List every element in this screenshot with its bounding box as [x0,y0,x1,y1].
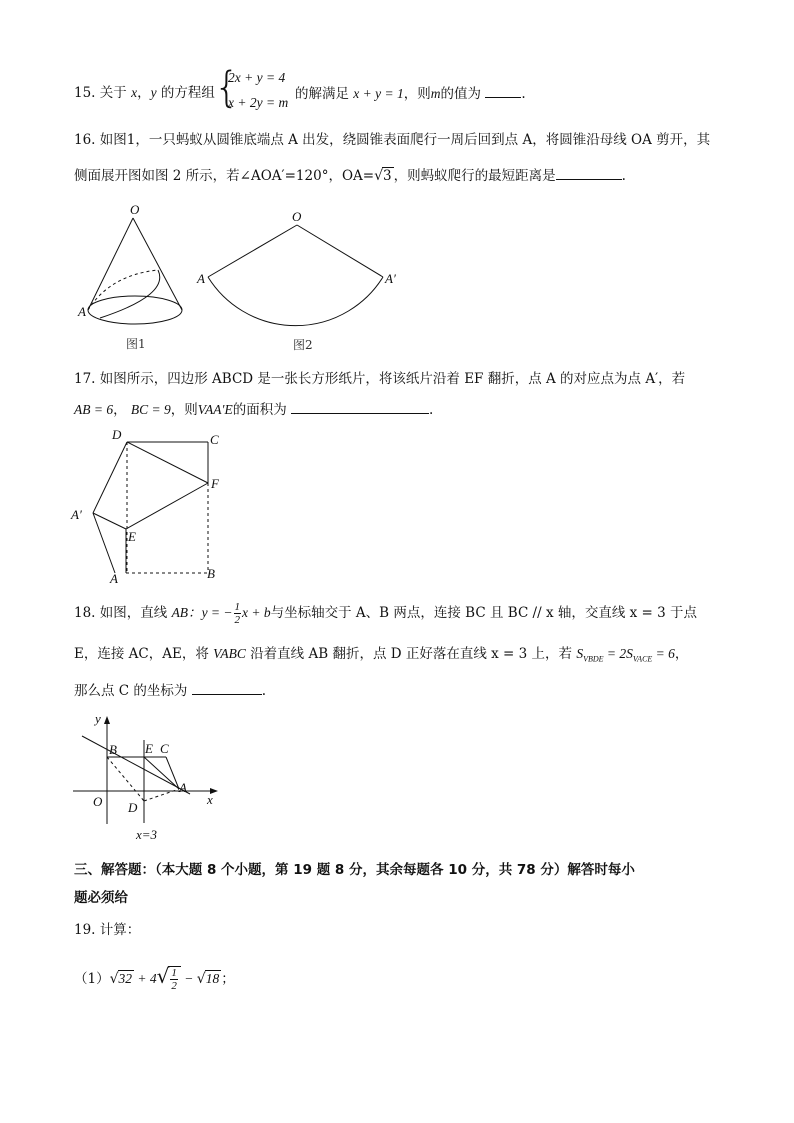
q18-figure-coordinate [68,710,228,845]
q16-answer-blank[interactable] [556,165,622,180]
q17-figure-fold [68,425,238,585]
q16-line-1: 16. 如图1，一只蚂蚁从圆锥底端点 A 出发，绕圆锥表面爬行一周后回到点 A，将圆锥沿母线 OA 剪开，其 [74,132,711,148]
cone-label-A: A [78,304,86,319]
q15-number: 15. [74,85,96,101]
segment-AE [144,757,179,789]
q15-condition: x + y = 1 [353,86,404,101]
q18-label-A: A [179,780,187,795]
sector-radius-left [208,225,297,277]
q17-label-A: A [110,571,118,585]
q19-fraction: $\frac{1}{2}$ [171,967,177,992]
q15-equation-1: 2x + y = 4 [228,70,286,85]
q19-title: 19. 计算： [74,922,141,938]
q17-answer-blank[interactable] [291,399,429,414]
segment-BD [107,757,144,801]
figure-2-caption: 图2 [293,338,313,352]
q15-line-tail: 的解满足 x + y = 1，则m的值为 . [295,83,526,104]
sector-radius-right [297,225,383,277]
q18-label-x3: x=3 [136,827,158,842]
q15-system-brace: { [214,63,240,113]
q18-label-B: B [109,742,117,757]
q17-label-B: B [207,566,215,581]
q17-label-D: D [112,427,122,442]
q18-line-3: 那么点 C 的坐标为 . [74,680,266,701]
q18-label-y: y [95,711,101,726]
q17-label-A-prime: A′ [71,507,82,522]
q18-label-E: E [145,741,153,756]
q16-line-2: 侧面展开图如图 2 所示，若∠AOA′=120°，OA=√3 ，则蚂蚁爬行的最短距离是 . [74,165,626,186]
cone-label-O: O [130,202,140,217]
section-heading-line-2: 题必须给 [74,890,128,906]
q18-label-x: x [207,792,213,807]
q16-figure-sector [195,205,405,360]
sector-label-A: A [197,271,205,286]
y-axis-arrow [104,716,110,724]
sector-arc [208,277,383,326]
q18-line-1: 18. 如图，直线 AB：y = − $\frac{1}{2}$ x + b与坐标轴交于 A、B 两点，连接 BC 且 BC // x 轴，交直线 x = 3 于点 [74,601,698,626]
q15-line: 15. 关于 x，y 的方程组 [74,85,215,101]
figure-1-caption: 图1 [126,337,146,351]
sector-label-O: O [292,209,302,224]
q17-label-F: F [211,476,219,491]
section-heading-line-1: 三、解答题：（本大题 8 个小题，第 19 题 8 分，其余每题各 10 分，共 78 分）解答时每小 [74,862,635,878]
ant-path-solid [100,270,160,318]
q17-label-C: C [210,432,219,447]
q15-equation-2: x + 2y = m [228,95,289,110]
line-AB [82,736,190,794]
q17-label-E: E [128,529,136,544]
q18-fraction: $\frac{1}{2}$ [234,601,241,626]
q17-line-2: AB = 6， BC = 9，则VAA′E的面积为 . [74,399,433,420]
q18-label-C: C [160,741,169,756]
q18-line-2: E，连接 AC，AE，将 VABC 沿着直线 AB 翻折，点 D 正好落在直线 x = 3 上，若 $S_{VBDE} = 2S_{VACE} = 6$， [74,646,689,664]
q18-label-D: D [128,800,138,815]
q18-label-O: O [93,794,103,809]
q17-line-1: 17. 如图所示，四边形 ABCD 是一张长方形纸片，将该纸片沿着 EF 翻折，点 A 的对应点为点 A′，若 [74,371,686,387]
q15-answer-blank[interactable] [485,83,521,98]
q16-figure-cone [70,200,200,360]
q18-area-condition: $S_{VBDE} = 2S_{VACE} = 6$ [576,646,675,664]
ant-path-dashed [88,270,158,310]
q18-answer-blank[interactable] [192,680,262,695]
q19-part-1: （1）√32 + 4√ $\frac{1}{2}$ − √18 ； [74,964,235,992]
cone-base [88,296,182,324]
sector-label-A-prime: A′ [385,271,396,286]
